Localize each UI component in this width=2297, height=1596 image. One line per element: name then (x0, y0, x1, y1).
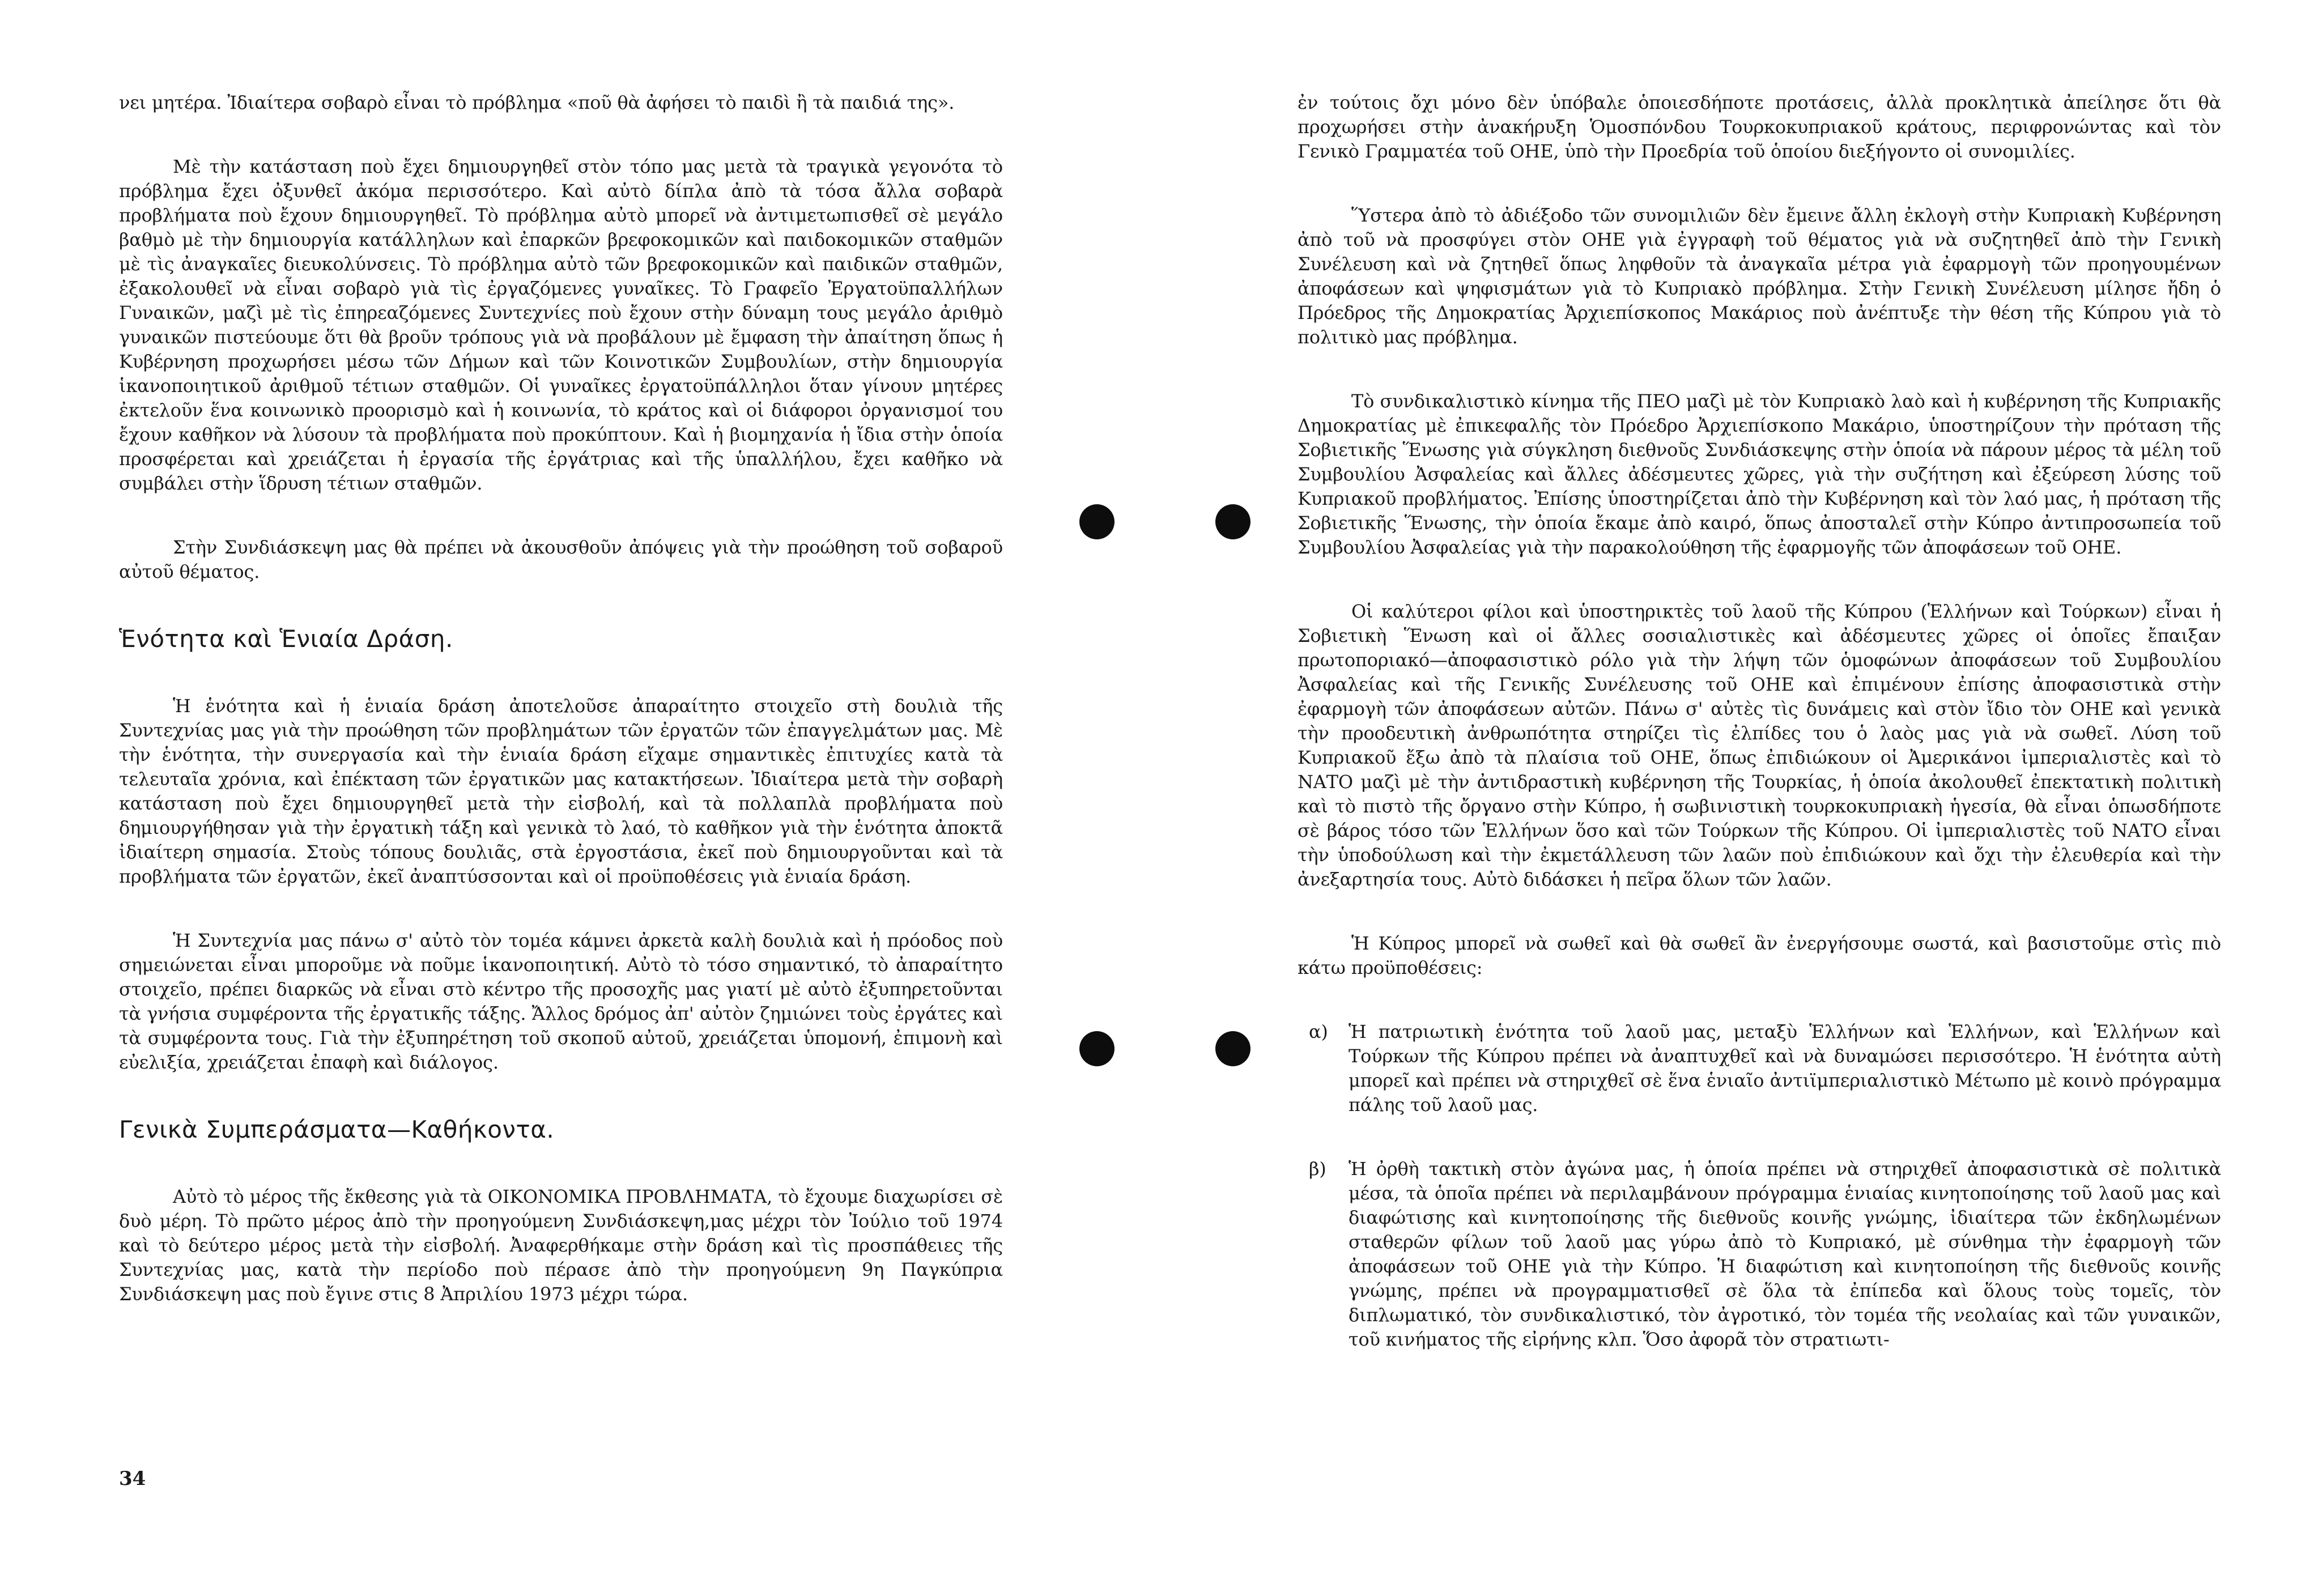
right-page-text (1298, 91, 2221, 1352)
list-item (1298, 1157, 2221, 1352)
paragraph: Ὕστερα ἀπὸ τὸ ἀδιέξοδο τῶν συνομιλιῶν δὲν ἔμεινε ἄλλη ἐκλογὴ στὴν Κυπριακὴ Κυβέρνηση ἀπὸ τοῦ νὰ προσφύγει στὸν ΟΗΕ γιὰ ἐγγραφὴ τοῦ θέματος γιὰ νὰ συζητηθεῖ ἀπὸ τὴν Γενικὴ Συνέλευση καὶ νὰ ζητηθεῖ ὅπως ληφθοῦν τὰ ἀναγκαῖα μέτρα γιὰ ἐφαρμογὴ τῶν προηγουμένων ἀποφάσεων καὶ ψηφισμάτων γιὰ τὸ Κυπριακὸ πρόβλημα. Στὴν Γενικὴ Συνέλευση μίλησε ἤδη ὁ Πρόεδρος τῆς Δημοκρατίας Ἀρχιεπίσκοπος Μακάριος ποὺ ἀνέπτυξε τὴν θέση τῆς Κύπρου γιὰ τὸ πολιτικὸ μας πρόβλημα. (1298, 205, 2221, 348)
paragraph: Αὐτὸ τὸ μέρος τῆς ἔκθεσης γιὰ τὰ ΟΙΚΟΝΟΜΙΚΑ ΠΡΟΒΛΗΜΑΤΑ, τὸ ἔχουμε διαχωρίσει σὲ δυὸ μέρη. Τὸ πρῶτο μέρος ἀπὸ τὴν προηγούμενη Συνδιάσκεψη,μας μέχρι τὸν Ἰούλιο τοῦ 1974 καὶ τὸ δεύτερο μέρος μετὰ τὴν εἰσβολή. Ἀναφερθήκαμε στὴν δράση καὶ τὶς προσπάθειες τῆς Συντεχνίας μας, κατὰ τὴν περίοδο ποὺ πέρασε ἀπὸ τὴν προηγούμενη 9η Παγκύπρια Συνδιάσκεψη μας ποὺ ἔγινε στις 8 Ἀπριλίου 1973 μέχρι τώρα. (119, 1186, 1003, 1305)
paragraph: ἐν τούτοις ὄχι μόνο δὲν ὑπόβαλε ὁποιεσδήποτε προτάσεις, ἀλλὰ προκλητικὰ ἀπείλησε ὅτι θὰ προχωρήσει στὴν ἀνακήρυξη Ὁμοσπόνδου Τουρκοκυπριακοῦ κράτους, περιφρονώντας καὶ τὸν Γενικὸ Γραμματέα τοῦ ΟΗΕ, ὑπὸ τὴν Προεδρία τοῦ ὁποίου διεξήγοντο οἱ συνομιλίες. (1298, 92, 2221, 162)
punch-hole (1079, 1031, 1115, 1066)
section-heading: Γενικὰ Συμπεράσματα—Καθήκοντα. (119, 1116, 555, 1143)
page-number: 34 (119, 1467, 146, 1490)
paragraph: Ἡ Κύπρος μπορεῖ νὰ σωθεῖ καὶ θὰ σωθεῖ ἂν ἐνεργήσουμε σωστά, καὶ βασιστοῦμε στὶς πιὸ κάτω προϋποθέσεις: (1298, 933, 2221, 978)
list-item-text: Ἡ ὀρθὴ τακτικὴ στὸν ἀγώνα μας, ἡ ὁποία πρέπει νὰ στηριχθεῖ ἀποφασιστικὰ σὲ πολιτικὰ μέσα, τὰ ὁποῖα πρέπει νὰ περιλαμβάνουν πρόγραμμα ἑνιαίας κινητοποίησης τοῦ λαοῦ μας καὶ διαφώτισης καὶ κινητοποίησης τῆς διεθνοῦς κοινῆς γνώμης, ἰδιαίτερα τῶν ἐκδηλωμένων σταθερῶν φίλων τοῦ λαοῦ μας γύρω ἀπὸ τὸ Κυπριακό, μὲ σύνθημα τὴν ἐφαρμογὴ τῶν ἀποφάσεων τοῦ ΟΗΕ γιὰ τὴν Κύπρο. Ἡ διαφώτιση καὶ κινητοποίηση τῆς διεθνοῦς κοινῆς γνώμης, πρέπει νὰ προγραμματισθεῖ σὲ ὅλα τὰ ἐπίπεδα καὶ ὅλους τοὺς τομεῖς, τὸν διπλωματικό, τὸν συνδικαλιστικό, τὸν ἀγροτικό, τὸν τομέα τῆς νεολαίας καὶ τῶν γυναικῶν, τοῦ κινήματος τῆς εἰρήνης κλπ. Ὅσο ἀφορᾶ τὸν στρατιωτι- (1349, 1158, 2221, 1350)
paragraph: Ἡ ἑνότητα καὶ ἡ ἑνιαία δράση ἀποτελοῦσε ἀπαραίτητο στοιχεῖο στὴ δουλιὰ τῆς Συντεχνίας μας γιὰ τὴν προώθηση τῶν προβλημάτων τῶν ἐργατῶν τῶν ἐπαγγελμάτων μας. Μὲ τὴν ἑνότητα, τὴν συνεργασία καὶ τὴν ἑνιαία δράση εἴχαμε σημαντικὲς ἐπιτυχίες κατὰ τὰ τελευταῖα χρόνια, καὶ ἐπέκταση τῶν ἐργατικῶν μας κατακτήσεων. Ἰδιαίτερα μετὰ τὴν σοβαρὴ κατάσταση ποὺ ἔχει δημιουργηθεῖ μετὰ τὴν εἰσβολή, καὶ τὰ πολλαπλὰ προβλήματα ποὺ δημιουργήθησαν γιὰ τὴν ἐργατικὴ τάξη καὶ γενικὰ τὸ λαό, τὸ καθῆκον γιὰ τὴν ἑνότητα ἀποκτᾶ ἰδιαίτερη σημασία. Στοὺς τόπους δουλιᾶς, στὰ ἐργοστάσια, ἐκεῖ ποὺ δημιουργοῦνται καὶ τὰ προβλήματα τῶν ἐργατῶν, ἐκεῖ ἀναπτύσσονται καὶ οἱ προϋποθέσεις γιὰ ἑνιαία δράση. (119, 695, 1003, 887)
paragraph: Μὲ τὴν κατάσταση ποὺ ἔχει δημιουργηθεῖ στὸν τόπο μας μετὰ τὰ τραγικὰ γεγονότα τὸ πρόβλημα ἔχει ὀξυνθεῖ ἀκόμα περισσότερο. Καὶ αὐτὸ δίπλα ἀπὸ τὰ τόσα ἄλλα σοβαρὰ προβλήματα ποὺ ἔχουν δημιουργηθεῖ. Τὸ πρόβλημα αὐτὸ μπορεῖ νὰ ἀντιμετωπισθεῖ σὲ μεγάλο βαθμὸ μὲ τὴν δημιουργία κατάλληλων καὶ ἐπαρκῶν βρεφοκομικῶν καὶ παιδοκομικῶν σταθμῶν μὲ τὶς ἀναγκαῖες διευκολύνσεις. Τὸ πρόβλημα αὐτὸ τῶν βρεφοκομικῶν καὶ παιδικῶν σταθμῶν, ἐξακολουθεῖ νὰ εἶναι σοβαρὸ γιὰ τὶς ἐργαζόμενες γυναῖκες. Τὸ Γραφεῖο Ἐργατοϋπαλλήλων Γυναικῶν, μαζὶ μὲ τὶς ἐπηρεαζόμενες Συντεχνίες ποὺ ἔχουν στὴν δύναμη τους μεγάλο ἀριθμὸ γυναικῶν πιστεύουμε ὅτι θὰ βροῦν τρόπους γιὰ νὰ προβάλουν μὲ ἔμφαση τὴν ἀπαίτηση ὅπως ἡ Κυβέρνηση προχωρήσει μέσω τῶν Δήμων καὶ τῶν Κοινοτικῶν Συμβουλίων, στὴν δημιουργία ἱκανοποιητικοῦ ἀριθμοῦ τέτιων σταθμῶν. Οἱ γυναῖκες ἐργατοϋπάλληλοι ὅταν γίνουν μητέρες ἐκτελοῦν ἕνα κοινωνικὸ προορισμὸ καὶ ἡ κοινωνία, τὸ κράτος καὶ οἱ διάφοροι ὀργανισμοί του ἔχουν καθῆκον νὰ λύσουν τὰ προβλήματα ποὺ προκύπτουν. Καὶ ἡ βιομηχανία ἡ ἴδια στὴν ὁποία προσφέρεται καὶ χρειάζεται ἡ ἐργασία τῆς ἐργάτριας καὶ τῆς ὑπαλλήλου, ἔχει καθῆκο νὰ συμβάλει στὴν ἵδρυση τέτιων σταθμῶν. (119, 156, 1003, 494)
paragraph: Τὸ συνδικαλιστικὸ κίνημα τῆς ΠΕΟ μαζὶ μὲ τὸν Κυπριακὸ λαὸ καὶ ἡ κυβέρνηση τῆς Κυπριακῆς Δημοκρατίας μὲ ἐπικεφαλῆς τὸν Πρόεδρο Ἀρχιεπίσκοπο Μακάριο, ὑποστηρίζουν τὴν πρόταση τῆς Σοβιετικῆς Ἕνωσης γιὰ σύγκληση διεθνοῦς Συνδιάσκεψης στὴν ὁποία νὰ πάρουν μέρος τὰ μέλη τοῦ Συμβουλίου Ἀσφαλείας καὶ ἄλλες ἀδέσμευτες χῶρες, γιὰ τὴν συζήτηση καὶ ἐξεύρεση λύσης τοῦ Κυπριακοῦ προβλήματος. Ἐπίσης ὑποστηρίζεται ἀπὸ τὴν Κυβέρνηση καὶ τὸν λαό μας, ἡ πρόταση τῆς Σοβιετικῆς Ἕνωσης, τὴν ὁποία ἔκαμε ἀπὸ καιρό, ὅπως ἀποσταλεῖ στὴν Κύπρο ἀντιπροσωπεία τοῦ Συμβουλίου Ἀσφαλείας γιὰ τὴν παρακολούθηση τῆς ἐφαρμογῆς τῶν ἀποφάσεων τοῦ ΟΗΕ. (1298, 390, 2221, 558)
section-heading: Ἑνότητα καὶ Ἑνιαία Δράση. (119, 625, 453, 653)
list-item-label: α) (1309, 1021, 1328, 1042)
punch-hole (1079, 504, 1115, 539)
left-page (0, 0, 1054, 1596)
list-item-text: Ἡ πατριωτικὴ ἑνότητα τοῦ λαοῦ μας, μεταξὺ Ἑλλήνων καὶ Ἑλλήνων, καὶ Ἑλλήνων καὶ Τούρκων τῆς Κύπρου πρέπει νὰ ἀναπτυχθεῖ καὶ νὰ δυναμώσει περισσότερο. Ἡ ἑνότητα αὐτὴ μπορεῖ καὶ πρέπει νὰ στηριχθεῖ σὲ ἕνα ἑνιαῖο ἀντιϊμπεριαλιστικὸ Μέτωπο μὲ κοινὸ πρόγραμμα πάλης τοῦ λαοῦ μας. (1349, 1021, 2221, 1116)
list-item-label: β) (1309, 1158, 1326, 1180)
left-page-text (119, 91, 1003, 1306)
paragraph: Ἡ Συντεχνία μας πάνω σ' αὐτὸ τὸν τομέα κάμνει ἀρκετὰ καλὴ δουλιὰ καὶ ἡ πρόοδος ποὺ σημειώνεται εἶναι μποροῦμε νὰ ποῦμε ἱκανοποιητική. Αὐτὸ τὸ τόσο σημαντικό, τὸ ἀπαραίτητο στοιχεῖο, πρέπει διαρκῶς νὰ εἶναι στὸ κέντρο τῆς προσοχῆς μας γιατί μὲ αὐτὸ ἐξυπηρετοῦνται τὰ γνήσια συμφέροντα τῆς ἐργατικῆς τάξης. Ἄλλος δρόμος ἀπ' αὐτὸν ζημιώνει τοὺς ἐργάτες καὶ τὰ συμφέροντα τους. Γιὰ τὴν ἐξυπηρέτηση τοῦ σκοποῦ αὐτοῦ, χρειάζεται ὑπομονή, ἐπιμονὴ καὶ εὐελιξία, χρειάζεται ἐπαφὴ καὶ διάλογος. (119, 930, 1003, 1073)
paragraph: Στὴν Συνδιάσκεψη μας θὰ πρέπει νὰ ἀκουσθοῦν ἀπόψεις γιὰ τὴν προώθηση τοῦ σοβαροῦ αὐτοῦ θέματος. (119, 537, 1003, 582)
paragraph: νει μητέρα. Ἰδιαίτερα σοβαρὸ εἶναι τὸ πρόβλημα «ποῦ θὰ ἀφήσει τὸ παιδὶ ἢ τὰ παιδιά της». (119, 92, 955, 113)
list-item (1298, 1020, 2221, 1117)
right-page (1235, 0, 2297, 1596)
paragraph: Οἱ καλύτεροι φίλοι καὶ ὑποστηρικτὲς τοῦ λαοῦ τῆς Κύπρου (Ἑλλήνων καὶ Τούρκων) εἶναι ἡ Σοβιετικὴ Ἕνωση καὶ οἱ ἄλλες σοσιαλιστικὲς καὶ ἀδέσμευτες χῶρες οἱ ὁποῖες ἔπαιξαν πρωτοποριακό—ἀποφασιστικὸ ρόλο γιὰ τὴν λήψη τῶν ὁμοφώνων ἀποφάσεων τοῦ Συμβουλίου Ἀσφαλείας καὶ τῆς Γενικῆς Συνέλευσης τοῦ ΟΗΕ καὶ ἐπιμένουν ἐπίσης ἀποφασιστικὰ στὴν ἐφαρμογὴ τῶν ἀποφάσεων αὐτῶν. Πάνω σ' αὐτὲς τὶς δυνάμεις καὶ στὸν ἴδιο τὸν ΟΗΕ καὶ γενικὰ τὴν προοδευτικὴ ἀνθρωπότητα στηρίζει τὶς ἐλπίδες του ὁ λαὸς μας γιὰ νὰ σωθεῖ. Λύση τοῦ Κυπριακοῦ ἔξω ἀπὸ τὰ πλαίσια τοῦ ΟΗΕ, ὅπως ἐπιδιώκουν οἱ Ἀμερικάνοι ἰμπεριαλιστὲς καὶ τὸ ΝΑΤΟ μαζὶ μὲ τὴν ἀντιδραστικὴ κυβέρνηση τῆς Τουρκίας, ἡ ὁποία ἀκολουθεῖ ἐπεκτατικὴ πολιτικὴ καὶ τὸ πιστὸ τῆς ὄργανο στὴν Κύπρο, ἡ σωβινιστικὴ τουρκοκυπριακὴ ἡγεσία, θὰ εἶναι ὁπωσδήποτε σὲ βάρος τόσο τῶν Ἑλλήνων ὅσο καὶ τῶν Τούρκων τῆς Κύπρου. Οἱ ἰμπεριαλιστὲς τοῦ ΝΑΤΟ εἶναι τὴν ὑποδούλωση καὶ τὴν ἐκμετάλλευση τῶν λαῶν ποὺ ἐπιδιώκουν καὶ ὄχι τὴν ἐλευθερία καὶ τὴν ἀνεξαρτησία τους. Αὐτὸ διδάσκει ἡ πεῖρα ὅλων τῶν λαῶν. (1298, 601, 2221, 890)
